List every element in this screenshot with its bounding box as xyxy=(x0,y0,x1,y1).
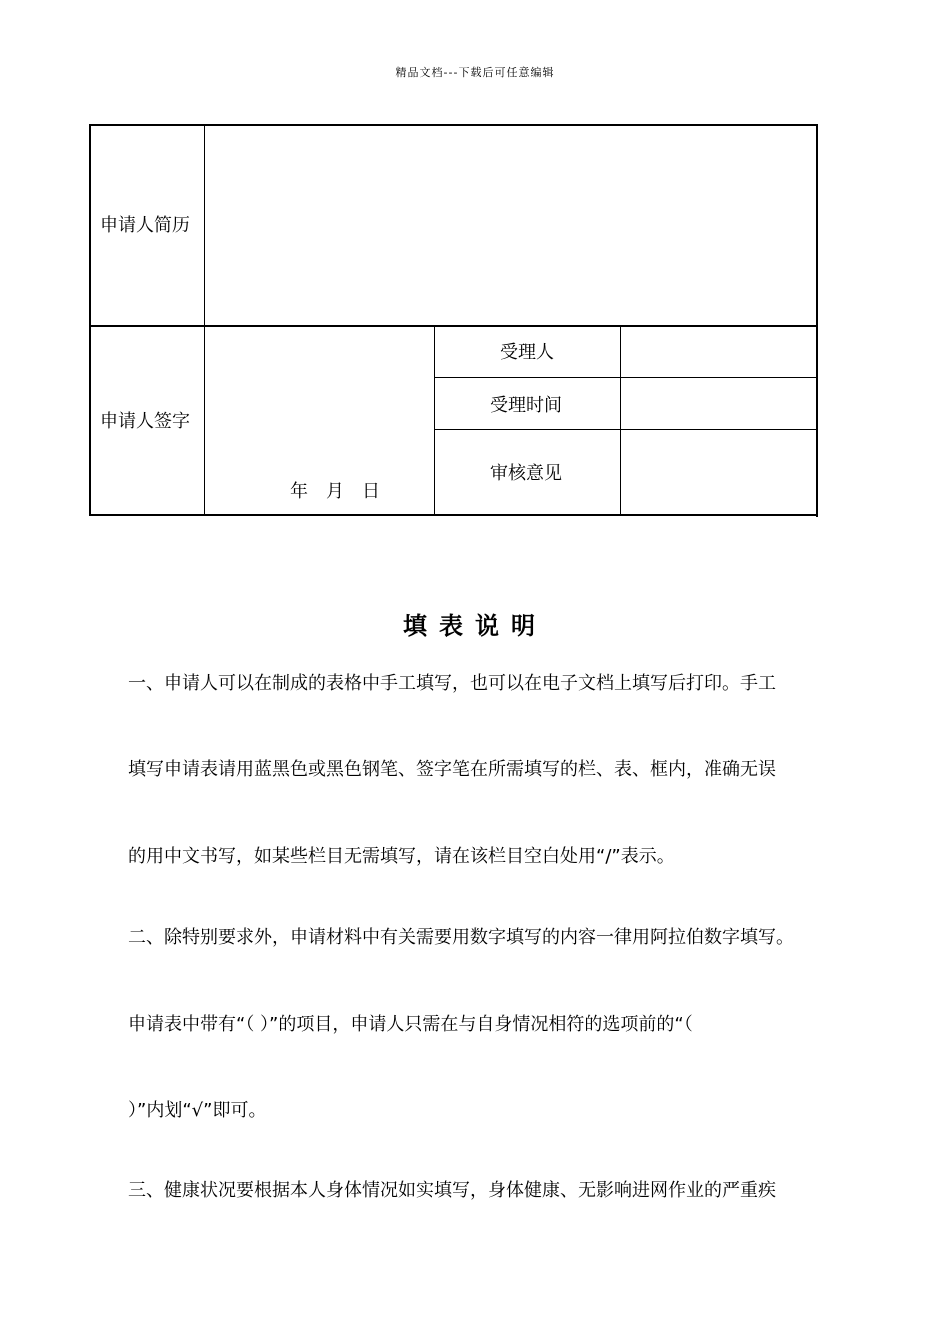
review-block-left-divider xyxy=(434,325,435,516)
instruction-line: 填写申请表请用蓝黑色或黑色钢笔、签字笔在所需填写的栏、表、框内，准确无误 xyxy=(128,759,776,780)
signature-field[interactable] xyxy=(206,328,433,478)
receive-time-field[interactable] xyxy=(622,379,815,428)
table-border-top xyxy=(89,124,818,126)
instruction-line: 申请表中带有“（ ）”的项目，申请人只需在与自身情况相符的选项前的“（ xyxy=(128,1014,693,1035)
review-field[interactable] xyxy=(622,431,815,513)
resume-label: 申请人简历 xyxy=(100,215,190,236)
table-border-right xyxy=(816,124,818,517)
review-label: 审核意见 xyxy=(490,463,562,484)
resume-field[interactable] xyxy=(206,127,815,324)
signature-label: 申请人签字 xyxy=(100,411,190,432)
instruction-line: ）”内划“√”即可。 xyxy=(128,1100,267,1121)
instruction-line: 的用中文书写，如某些栏目无需填写，请在该栏目空白处用“/”表示。 xyxy=(128,846,675,867)
table-border-bottom xyxy=(89,514,818,516)
review-row-divider-2 xyxy=(434,429,817,430)
page-header: 精品文档---下载后可任意编辑 xyxy=(395,66,555,79)
label-column-divider xyxy=(204,124,205,516)
table-row-divider xyxy=(89,325,818,327)
review-block-mid-divider xyxy=(620,325,621,516)
instruction-line: 一、申请人可以在制成的表格中手工填写，也可以在电子文档上填写后打印。手工 xyxy=(128,673,776,694)
instruction-line: 二、除特别要求外，申请材料中有关需要用数字填写的内容一律用阿拉伯数字填写。 xyxy=(128,927,794,948)
instructions-title: 填表说明 xyxy=(403,612,547,640)
signature-date: 年 月 日 xyxy=(290,481,380,502)
instruction-line: 三、健康状况要根据本人身体情况如实填写，身体健康、无影响进网作业的严重疾 xyxy=(128,1180,776,1201)
review-row-divider-1 xyxy=(434,377,817,378)
table-border-left xyxy=(89,124,91,516)
receiver-label: 受理人 xyxy=(500,342,554,363)
receive-time-label: 受理时间 xyxy=(490,395,562,416)
receiver-field[interactable] xyxy=(622,328,815,376)
